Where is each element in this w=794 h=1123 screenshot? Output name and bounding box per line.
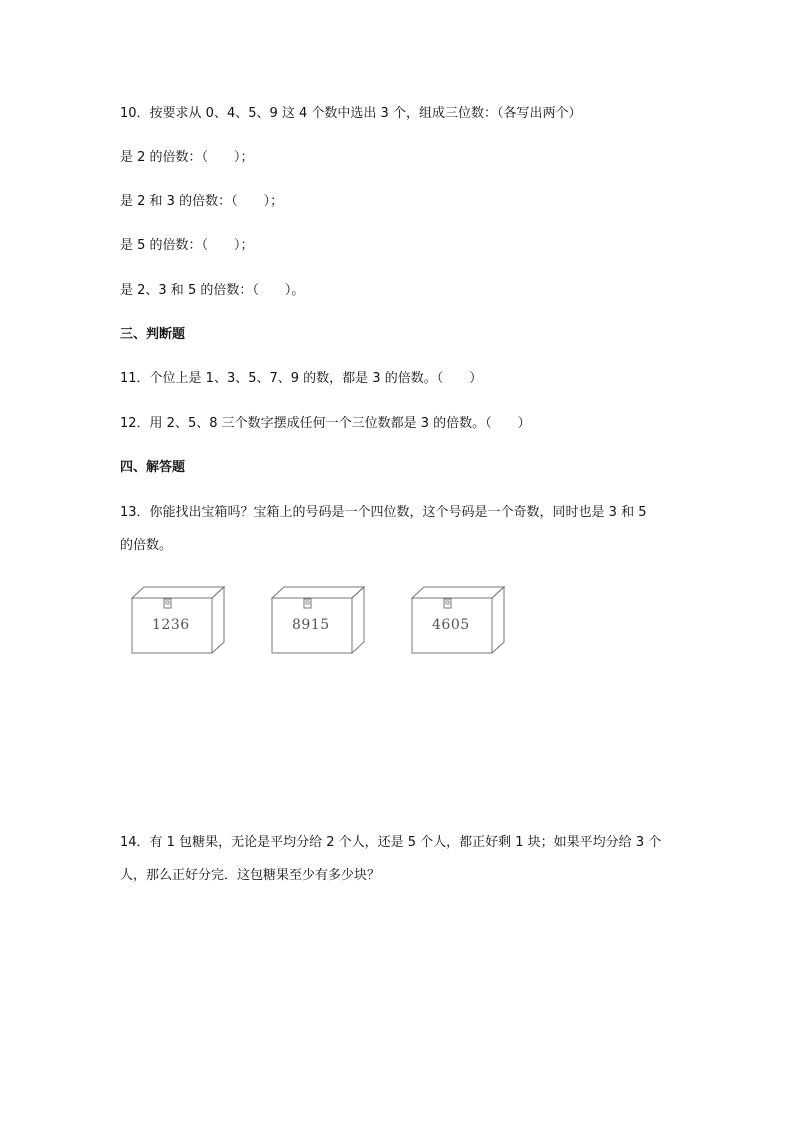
- treasure-box-3-number: 4605: [432, 617, 470, 633]
- question-10-item-d: 是 2、3 和 5 的倍数：（ ）。: [120, 283, 305, 298]
- treasure-box-1: [130, 586, 226, 656]
- question-14-line-2: 人，那么正好分完．这包糖果至少有多少块？: [120, 868, 381, 883]
- treasure-box-2-number: 8915: [292, 617, 330, 633]
- question-14-line-1: 14．有 1 包糖果，无论是平均分给 2 个人，还是 5 个人，都正好剩 1 块；如果平均分给 3 个: [120, 835, 662, 850]
- section-heading-judge: 三、判断题: [120, 327, 186, 342]
- question-13-line-1: 13．你能找出宝箱吗？宝箱上的号码是一个四位数，这个号码是一个奇数，同时也是 3 和 5: [120, 505, 647, 520]
- question-11: 11．个位上是 1、3、5、7、9 的数，都是 3 的倍数。（ ）: [120, 371, 483, 386]
- question-10-item-c: 是 5 的倍数：（ ）；: [120, 238, 254, 253]
- question-10-intro: 10．按要求从 0、4、5、9 这 4 个数中选出 3 个，组成三位数：（各写出两个）: [120, 106, 582, 121]
- treasure-box-2: [270, 586, 366, 656]
- question-13-line-2: 的倍数。: [120, 538, 173, 553]
- treasure-box-3: [410, 586, 506, 656]
- question-12: 12．用 2、5、8 三个数字摆成任何一个三位数都是 3 的倍数。（ ）: [120, 416, 531, 431]
- question-10-item-a: 是 2 的倍数：（ ）；: [120, 150, 254, 165]
- question-10-item-b: 是 2 和 3 的倍数：（ ）；: [120, 194, 284, 209]
- section-heading-answer: 四、解答题: [120, 460, 186, 475]
- treasure-box-1-number: 1236: [152, 617, 190, 633]
